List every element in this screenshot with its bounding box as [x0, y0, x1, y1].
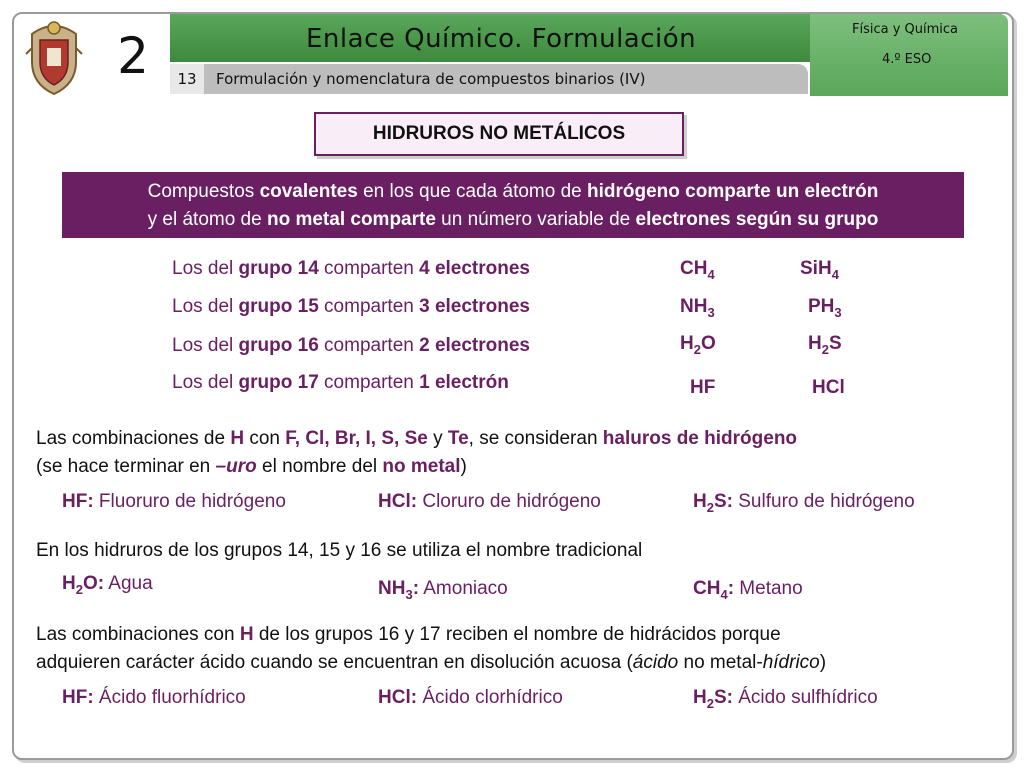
formula: $H_2O$ [680, 333, 716, 357]
formula: HCl [812, 377, 845, 398]
formula: HF [690, 377, 716, 398]
haluros-line-1: Las combinaciones de H con F, Cl, Br, I, S, Se y Te, se consideran haluros de hidrógeno [36, 428, 798, 449]
example-name: HCl: Cloruro de hidrógeno [378, 491, 601, 512]
definition-line-1: Compuestos covalentes en los que cada átomo de hidrógeno comparte un electrón [147, 181, 879, 202]
page-title: Enlace Químico. Formulación [306, 24, 697, 54]
haluros-paragraph [36, 425, 797, 481]
subject-label: Física y Química [852, 22, 959, 37]
example-name: $H_2S$: Ácido sulfhídrico [693, 687, 878, 711]
hidracidos-line-2: adquieren carácter ácido cuando se encuentran en disolución acuosa (ácido no metal-hídrico) [36, 652, 827, 673]
example-name: $NH_3$: Amoniaco [378, 578, 508, 602]
group-row: Los del grupo 15 comparten 3 electrones [172, 296, 531, 317]
example-name: HF: Ácido fluorhídrico [62, 687, 246, 708]
formula: $H_2S$ [808, 333, 842, 357]
hidracidos-line-1: Las combinaciones con H de los grupos 16 y 17 reciben el nombre de hidrácidos porque [36, 624, 781, 645]
example-name: $H_2O$: Agua [62, 573, 153, 597]
section-number: 13 [170, 64, 204, 94]
haluros-line-2: (se hace terminar en –uro el nombre del no metal) [36, 456, 467, 477]
hidracidos-paragraph [36, 621, 826, 677]
section-title: Formulación y nomenclatura de compuestos binarios (IV) [216, 70, 646, 88]
section-heading: HIDRUROS NO METÁLICOS [314, 112, 684, 156]
group-row: Los del grupo 16 comparten 2 electrones [172, 335, 531, 356]
example-name: HCl: Ácido clorhídrico [378, 687, 563, 708]
formula: SiH$_4$ [800, 258, 839, 282]
definition-box [62, 172, 964, 238]
chapter-number: 2 [117, 27, 149, 85]
formula: $PH_3$ [808, 296, 842, 320]
example-name: HF: Fluoruro de hidrógeno [62, 491, 286, 512]
example-name: $H_2S$: Sulfuro de hidrógeno [693, 491, 915, 515]
group-row: Los del grupo 17 comparten 1 electrón [172, 372, 509, 393]
example-name: $CH_4$: Metano [693, 578, 803, 602]
level-label: 4.º ESO [882, 52, 932, 67]
tradicional-text: En los hidruros de los grupos 14, 15 y 16 se utiliza el nombre tradicional [36, 540, 643, 561]
formula: $NH_3$ [680, 296, 715, 320]
school-crest-logo [14, 14, 94, 98]
group-row: Los del grupo 14 comparten 4 electrones [172, 258, 531, 279]
definition-line-2: y el átomo de no metal comparte un número variable de electrones según su grupo [147, 209, 879, 230]
formula: $CH_4$ [680, 258, 715, 282]
